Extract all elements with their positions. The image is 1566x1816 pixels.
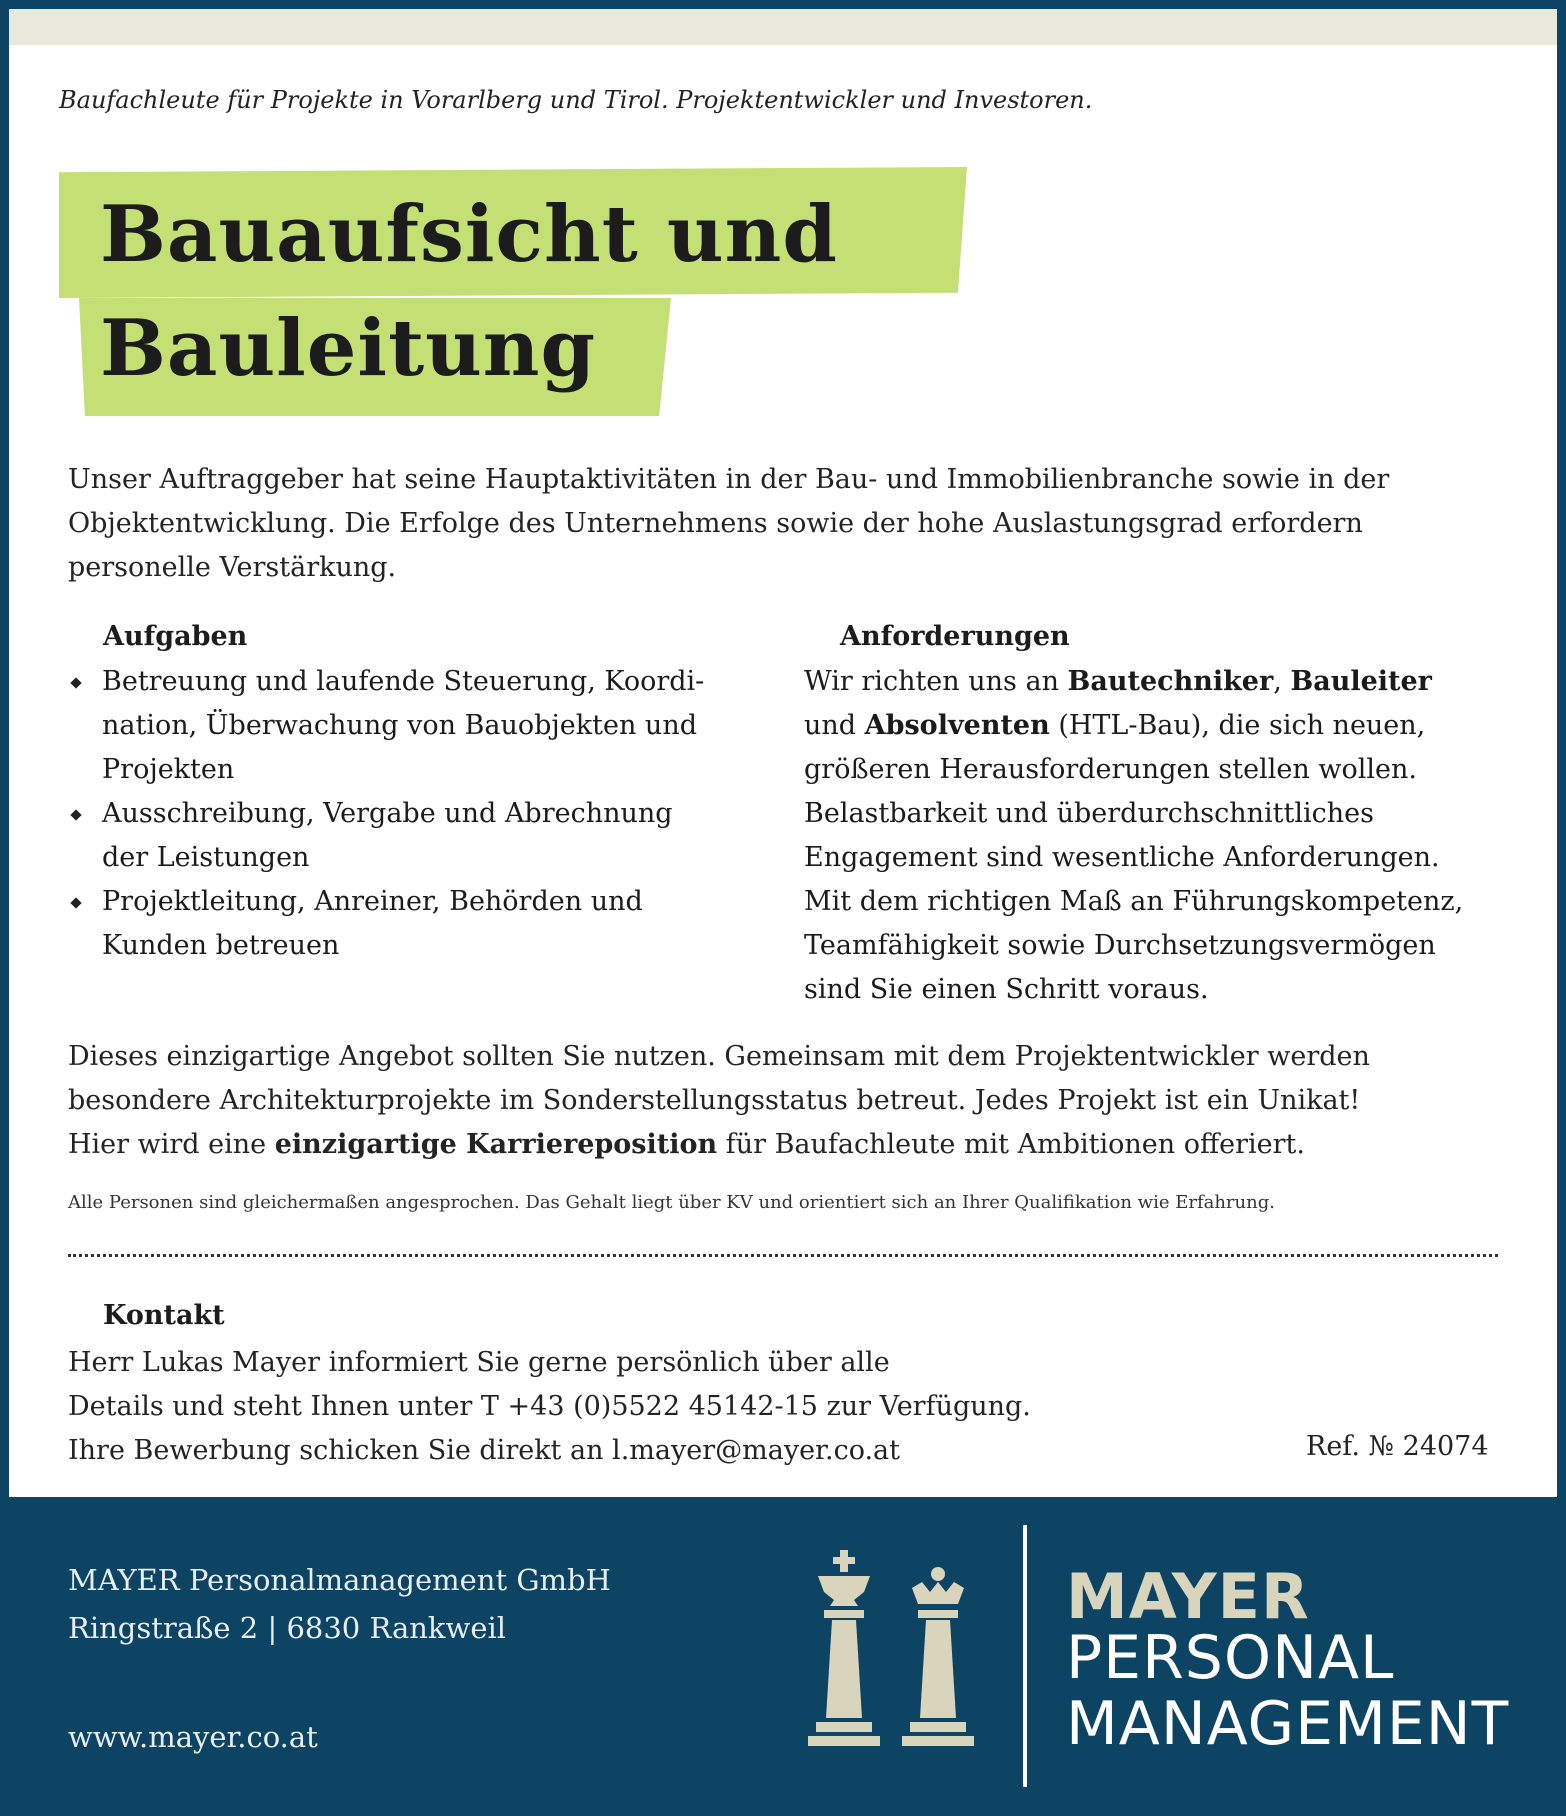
- text-run: (HTL-Bau), die sich neuen,: [1049, 710, 1426, 741]
- brand-wordmark: MANAGEMENT: [1066, 1689, 1510, 1759]
- list-item-text: nation, Überwachung von Bauobjekten und: [102, 710, 697, 741]
- king-icon: [808, 1550, 880, 1746]
- offer-paragraph: [68, 1035, 1370, 1167]
- aufgaben-heading: Aufgaben: [103, 621, 248, 652]
- contact-line: Details und steht Ihnen unter T +43 (0)5522 45142-15 zur Verfügung.: [68, 1391, 1031, 1422]
- requirements-line: größeren Herausforderungen stellen wollen.: [804, 754, 1417, 785]
- list-item-text: Betreuung und laufende Steuerung, Koordi-: [102, 666, 705, 697]
- bold-term: Absolventen: [864, 710, 1050, 741]
- offer-line: besondere Architekturprojekte im Sonderstellungsstatus betreut. Jedes Projekt ist ein Unikat!: [68, 1085, 1361, 1116]
- list-item-text: Projekten: [102, 754, 235, 785]
- bold-term: einzigartige Karriereposition: [274, 1129, 718, 1160]
- intro-line: personelle Verstärkung.: [68, 552, 397, 583]
- queen-icon: [902, 1567, 974, 1746]
- brand-wordmark: PERSONAL: [1066, 1623, 1395, 1693]
- list-item: [68, 792, 768, 880]
- page-title: [100, 178, 838, 406]
- chess-pieces-logo: [800, 1548, 990, 1748]
- divider: [68, 1254, 1498, 1257]
- anforderungen-text: [804, 660, 1463, 1012]
- text-run: Hier wird eine: [68, 1129, 275, 1160]
- text-run: Wir richten uns an: [804, 666, 1068, 697]
- list-item-text: Projektleitung, Anreiner, Behörden und: [102, 886, 643, 917]
- bullet-icon: [70, 897, 81, 908]
- list-item: [68, 660, 768, 792]
- requirements-line: Mit dem richtigen Maß an Führungskompetenz,: [804, 886, 1464, 917]
- website-link[interactable]: www.mayer.co.at: [68, 1720, 318, 1754]
- title-line: Bauaufsicht und: [100, 189, 838, 280]
- disclaimer: Alle Personen sind gleichermaßen angesprochen. Das Gehalt liegt über KV und orientiert sich an Ihrer Qualifikation wie Erfahrung.: [68, 1192, 1275, 1213]
- company-address: Ringstraße 2 | 6830 Rankweil: [68, 1611, 507, 1645]
- contact-line: Herr Lukas Mayer informiert Sie gerne persönlich über alle: [68, 1347, 890, 1378]
- intro-line: Unser Auftraggeber hat seine Hauptaktivitäten in der Bau- und Immobilienbranche sowie in der: [68, 464, 1390, 495]
- requirements-line: Teamfähigkeit sowie Durchsetzungsvermögen: [804, 930, 1436, 961]
- anforderungen-heading: Anforderungen: [840, 621, 1070, 652]
- company-name: MAYER Personalmanagement GmbH: [68, 1563, 611, 1597]
- requirements-line: Engagement sind wesentliche Anforderungen.: [804, 842, 1440, 873]
- top-band: [9, 9, 1557, 45]
- list-item-text: Kunden betreuen: [102, 930, 340, 961]
- text-run: für Baufachleute mit Ambitionen offeriert.: [717, 1129, 1305, 1160]
- text-run: und: [804, 710, 865, 741]
- requirements-line: sind Sie einen Schritt voraus.: [804, 974, 1209, 1005]
- tagline: Baufachleute für Projekte in Vorarlberg und Tirol. Projektentwickler und Investoren.: [59, 86, 1093, 114]
- offer-line: Dieses einzigartige Angebot sollten Sie nutzen. Gemeinsam mit dem Projektentwickler werden: [68, 1041, 1370, 1072]
- requirements-line: [804, 704, 1463, 748]
- list-item-text: Ausschreibung, Vergabe und Abrechnung: [102, 798, 673, 829]
- list-item: [68, 880, 768, 968]
- bullet-icon: [70, 677, 81, 688]
- bold-term: Bautechniker: [1067, 666, 1274, 697]
- intro-line: Objektentwicklung. Die Erfolge des Unternehmens sowie der hohe Auslastungsgrad erfordern: [68, 508, 1363, 539]
- list-item-text: der Leistungen: [102, 842, 310, 873]
- reference-number: Ref. № 24074: [1306, 1431, 1489, 1462]
- bold-term: Bauleiter: [1290, 666, 1432, 697]
- offer-line: [68, 1123, 1370, 1167]
- kontakt-heading: Kontakt: [103, 1300, 225, 1331]
- logo-divider: [1023, 1525, 1027, 1787]
- requirements-line: Belastbarkeit und überdurchschnittliches: [804, 798, 1374, 829]
- title-line: Bauleitung: [100, 303, 597, 394]
- brand-wordmark: MAYER: [1066, 1560, 1310, 1633]
- bullet-icon: [70, 809, 81, 820]
- requirements-line: [804, 660, 1463, 704]
- contact-line: Ihre Bewerbung schicken Sie direkt an l.mayer@mayer.co.at: [68, 1435, 901, 1466]
- text-run: ,: [1273, 666, 1291, 697]
- intro-paragraph: [68, 458, 1389, 590]
- aufgaben-list: [68, 660, 768, 968]
- contact-paragraph: [68, 1341, 1031, 1473]
